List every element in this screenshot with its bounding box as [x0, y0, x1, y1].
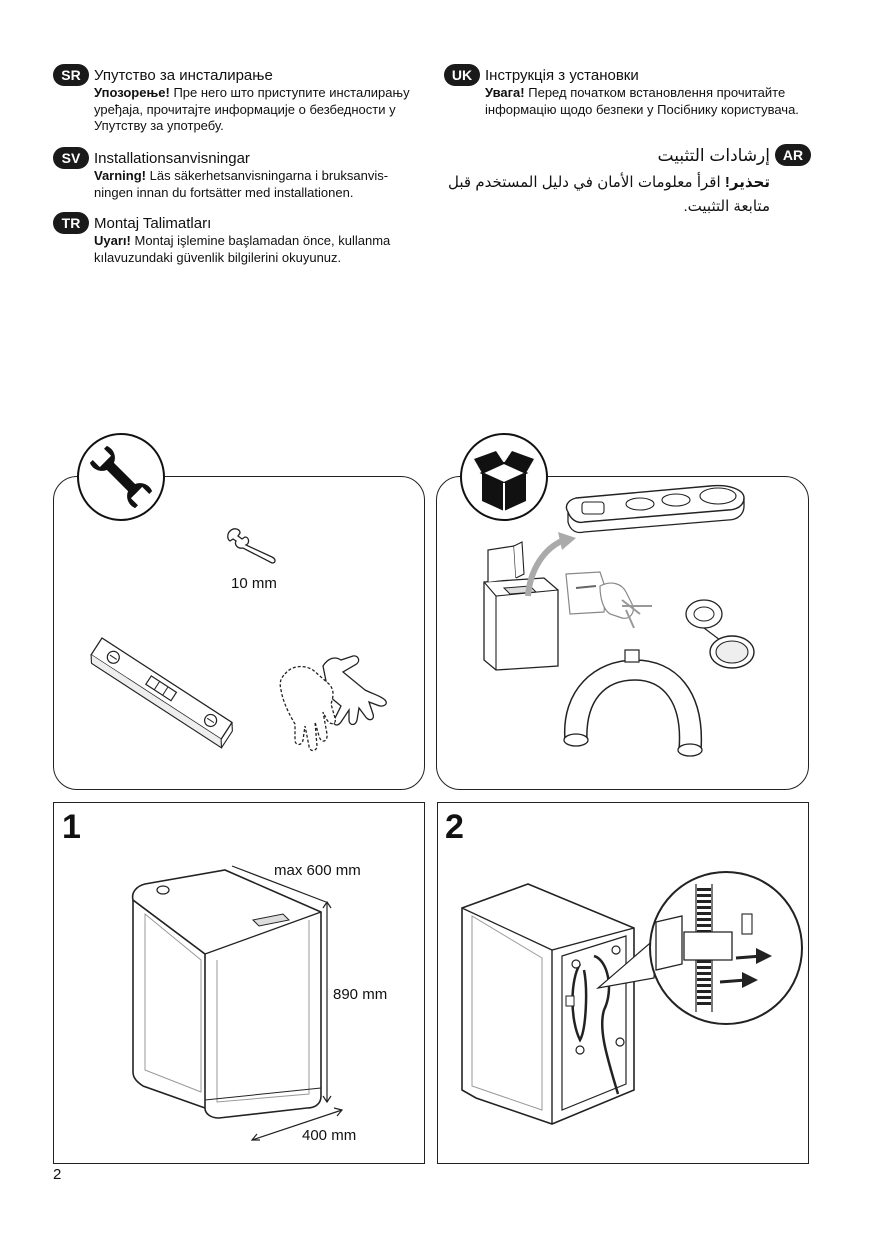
washer-dimensions-illustration	[125, 864, 345, 1144]
width-label: max 600 mm	[274, 862, 361, 879]
section-ar	[448, 146, 804, 219]
section-body-ar	[448, 171, 770, 219]
section-title-tr: Montaj Talimatları	[94, 215, 212, 232]
accessory-bag-illustration	[560, 570, 660, 640]
language-badge-uk: UK	[444, 64, 480, 86]
spirit-level-illustration	[96, 628, 246, 758]
wrench-size-label: 10 mm	[231, 575, 277, 592]
warning-text-sr: Пре него што приступите инсталирању уређаја, прочитајте информације о безбедности у Упутству за употребу.	[94, 85, 410, 133]
gloves-illustration	[273, 650, 393, 760]
hose-guide-illustration	[555, 650, 715, 770]
warning-label-tr: Uyarı!	[94, 233, 131, 248]
warning-text-ar: اقرأ معلومات الأمان في دليل المستخدم قبل متابعة التثبيت.	[448, 174, 770, 215]
section-title-sr: Упутство за инсталирање	[94, 67, 273, 84]
page-number: 2	[53, 1166, 62, 1183]
depth-label: 400 mm	[302, 1127, 357, 1144]
section-body-tr	[94, 233, 424, 266]
step1-number: 1	[62, 808, 81, 846]
language-badge-ar: AR	[775, 144, 811, 166]
wrench-icon	[79, 435, 163, 519]
language-badge-sr: SR	[53, 64, 89, 86]
top-tray-illustration	[560, 478, 750, 548]
language-badge-sv: SV	[53, 147, 89, 169]
section-uk	[451, 66, 815, 118]
box-icon	[462, 435, 546, 519]
step2-number: 2	[445, 808, 464, 846]
warning-label-sr: Упозорење!	[94, 85, 170, 100]
height-dimension-line	[322, 902, 332, 1102]
section-sv	[61, 149, 414, 201]
detail-magnifier-illustration	[596, 868, 796, 1028]
section-body-sv	[94, 168, 414, 201]
section-body-uk	[485, 85, 815, 118]
warning-label-sv: Varning!	[94, 168, 147, 183]
tools-circle	[77, 433, 165, 521]
section-title-ar: إرشادات التثبيت	[657, 146, 770, 165]
section-sr	[61, 66, 424, 135]
section-body-sr	[94, 85, 424, 135]
warning-text-uk: Перед початком встановлення прочитайте інформацію щодо безпеки у Посібнику користувача.	[485, 85, 799, 117]
warning-label-ar: تحذير!	[724, 174, 770, 191]
warning-text-tr: Montaj işlemine başlamadan önce, kullanma kılavuzundaki güvenlik bilgilerini okuyunuz.	[94, 233, 391, 265]
section-title-sv: Installationsanvisningar	[94, 150, 250, 167]
height-label: 890 mm	[333, 986, 388, 1003]
package-circle	[460, 433, 548, 521]
section-title-uk: Інструкція з установки	[485, 67, 639, 84]
warning-text-sv: Läs säkerhetsanvisningarna i bruksanvis-ningen innan du fortsätter med installationen.	[94, 168, 389, 200]
spanner-illustration	[226, 525, 286, 565]
section-tr	[61, 214, 424, 266]
warning-label-uk: Увага!	[485, 85, 525, 100]
language-badge-tr: TR	[53, 212, 89, 234]
